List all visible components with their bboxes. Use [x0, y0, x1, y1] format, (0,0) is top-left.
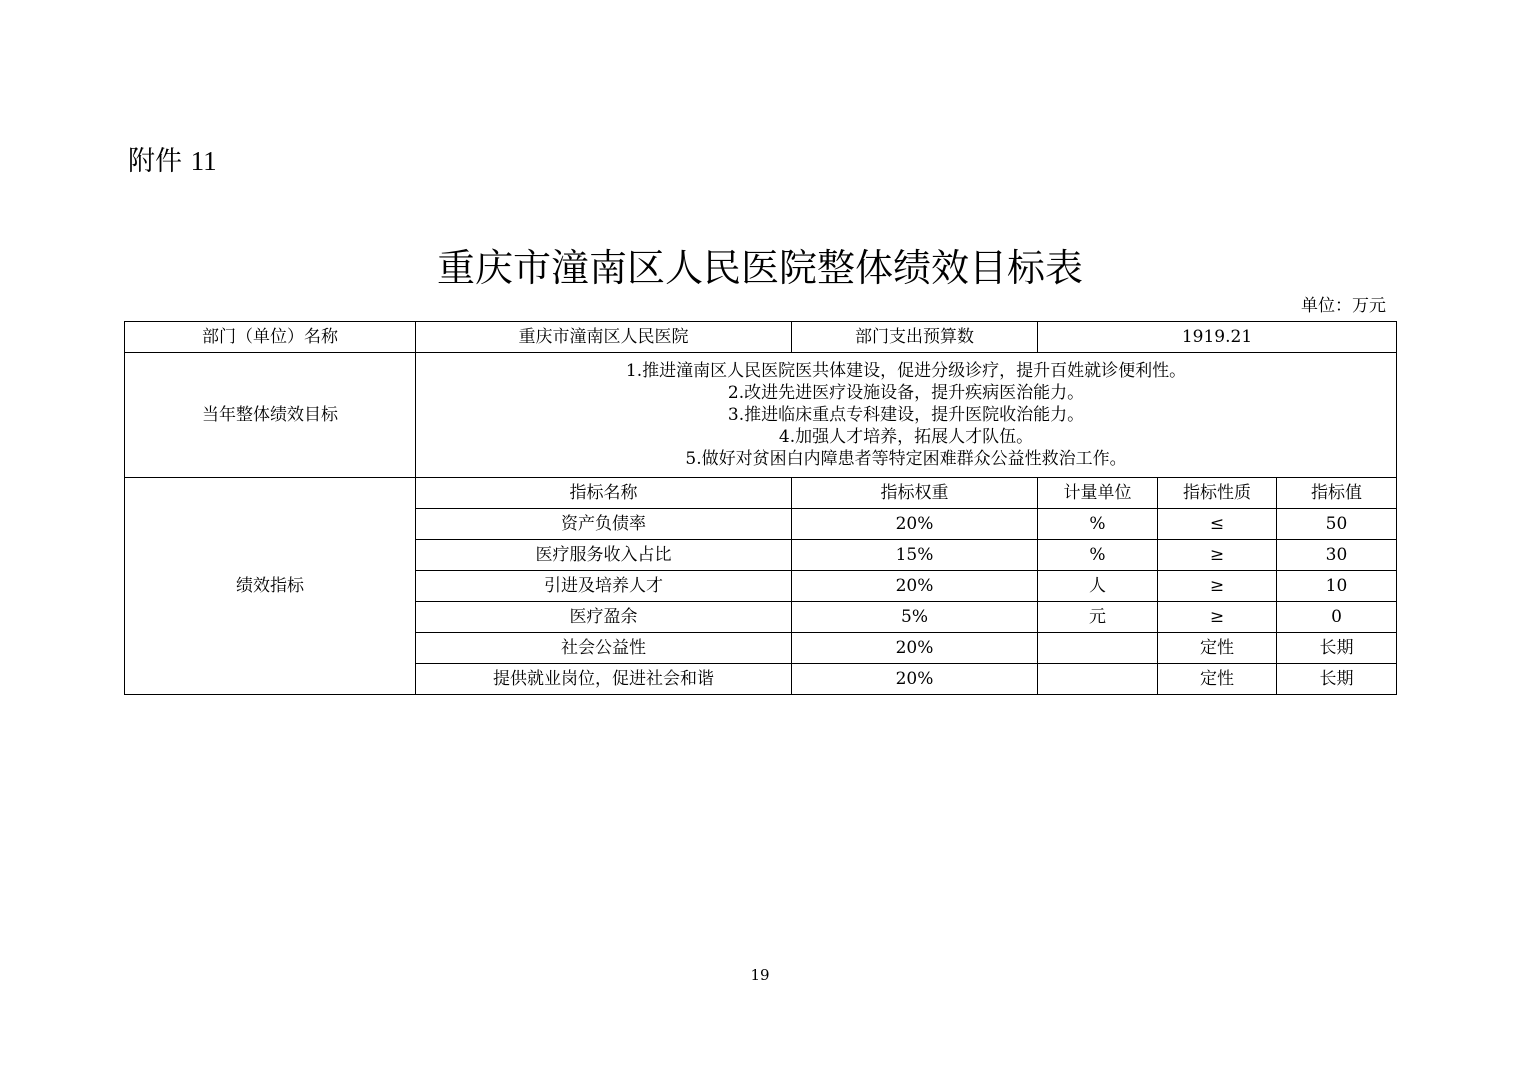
column-header: 指标权重 [792, 478, 1038, 509]
indicator-unit: % [1038, 509, 1158, 540]
column-header: 指标值 [1277, 478, 1397, 509]
indicator-weight: 20% [792, 571, 1038, 602]
indicator-weight: 20% [792, 664, 1038, 695]
indicator-weight: 5% [792, 602, 1038, 633]
indicator-weight: 20% [792, 509, 1038, 540]
goals-content [416, 353, 1397, 478]
indicator-value: 50 [1277, 509, 1397, 540]
indicator-value: 10 [1277, 571, 1397, 602]
indicator-nature: 定性 [1158, 664, 1277, 695]
goals-row [125, 353, 1397, 478]
indicator-nature: 定性 [1158, 633, 1277, 664]
column-header: 计量单位 [1038, 478, 1158, 509]
indicators-label: 绩效指标 [125, 478, 416, 695]
goals-label: 当年整体绩效目标 [125, 353, 416, 478]
column-header: 指标名称 [416, 478, 792, 509]
document-title: 重庆市潼南区人民医院整体绩效目标表 [436, 246, 1083, 290]
page-number: 19 [750, 966, 770, 984]
goal-item: 3.推进临床重点专科建设，提升医院收治能力。 [727, 405, 1085, 425]
indicator-weight: 20% [792, 633, 1038, 664]
indicator-name: 医疗服务收入占比 [416, 540, 792, 571]
performance-table [124, 321, 1397, 695]
goal-item: 5.做好对贫困白内障患者等特定困难群众公益性救治工作。 [685, 449, 1127, 469]
dept-value: 重庆市潼南区人民医院 [416, 322, 792, 353]
indicator-nature: ≤ [1158, 509, 1277, 540]
indicator-value: 0 [1277, 602, 1397, 633]
indicator-nature: ≥ [1158, 602, 1277, 633]
indicator-unit: 元 [1038, 602, 1158, 633]
unit-note: 单位：万元 [1301, 296, 1386, 316]
indicator-header-row [125, 478, 1397, 509]
goal-item: 2.改进先进医疗设施设备，提升疾病医治能力。 [727, 383, 1085, 403]
dept-label: 部门（单位）名称 [125, 322, 416, 353]
attachment-label [128, 143, 217, 180]
indicator-unit [1038, 664, 1158, 695]
column-header: 指标性质 [1158, 478, 1277, 509]
indicator-name: 医疗盈余 [416, 602, 792, 633]
indicator-name: 资产负债率 [416, 509, 792, 540]
indicator-value: 长期 [1277, 633, 1397, 664]
attachment-number: 11 [190, 146, 217, 176]
budget-value: 1919.21 [1038, 322, 1397, 353]
indicator-unit: 人 [1038, 571, 1158, 602]
indicator-value: 长期 [1277, 664, 1397, 695]
indicator-value: 30 [1277, 540, 1397, 571]
budget-label: 部门支出预算数 [792, 322, 1038, 353]
indicator-name: 引进及培养人才 [416, 571, 792, 602]
indicator-unit [1038, 633, 1158, 664]
goal-item: 4.加强人才培养，拓展人才队伍。 [778, 427, 1034, 447]
indicator-nature: ≥ [1158, 571, 1277, 602]
indicator-nature: ≥ [1158, 540, 1277, 571]
indicator-unit: % [1038, 540, 1158, 571]
indicator-weight: 15% [792, 540, 1038, 571]
dept-row [125, 322, 1397, 353]
goal-item: 1.推进潼南区人民医院医共体建设，促进分级诊疗，提升百姓就诊便利性。 [625, 361, 1187, 381]
indicator-name: 提供就业岗位，促进社会和谐 [416, 664, 792, 695]
attachment-text: 附件 [128, 146, 182, 177]
indicator-name: 社会公益性 [416, 633, 792, 664]
